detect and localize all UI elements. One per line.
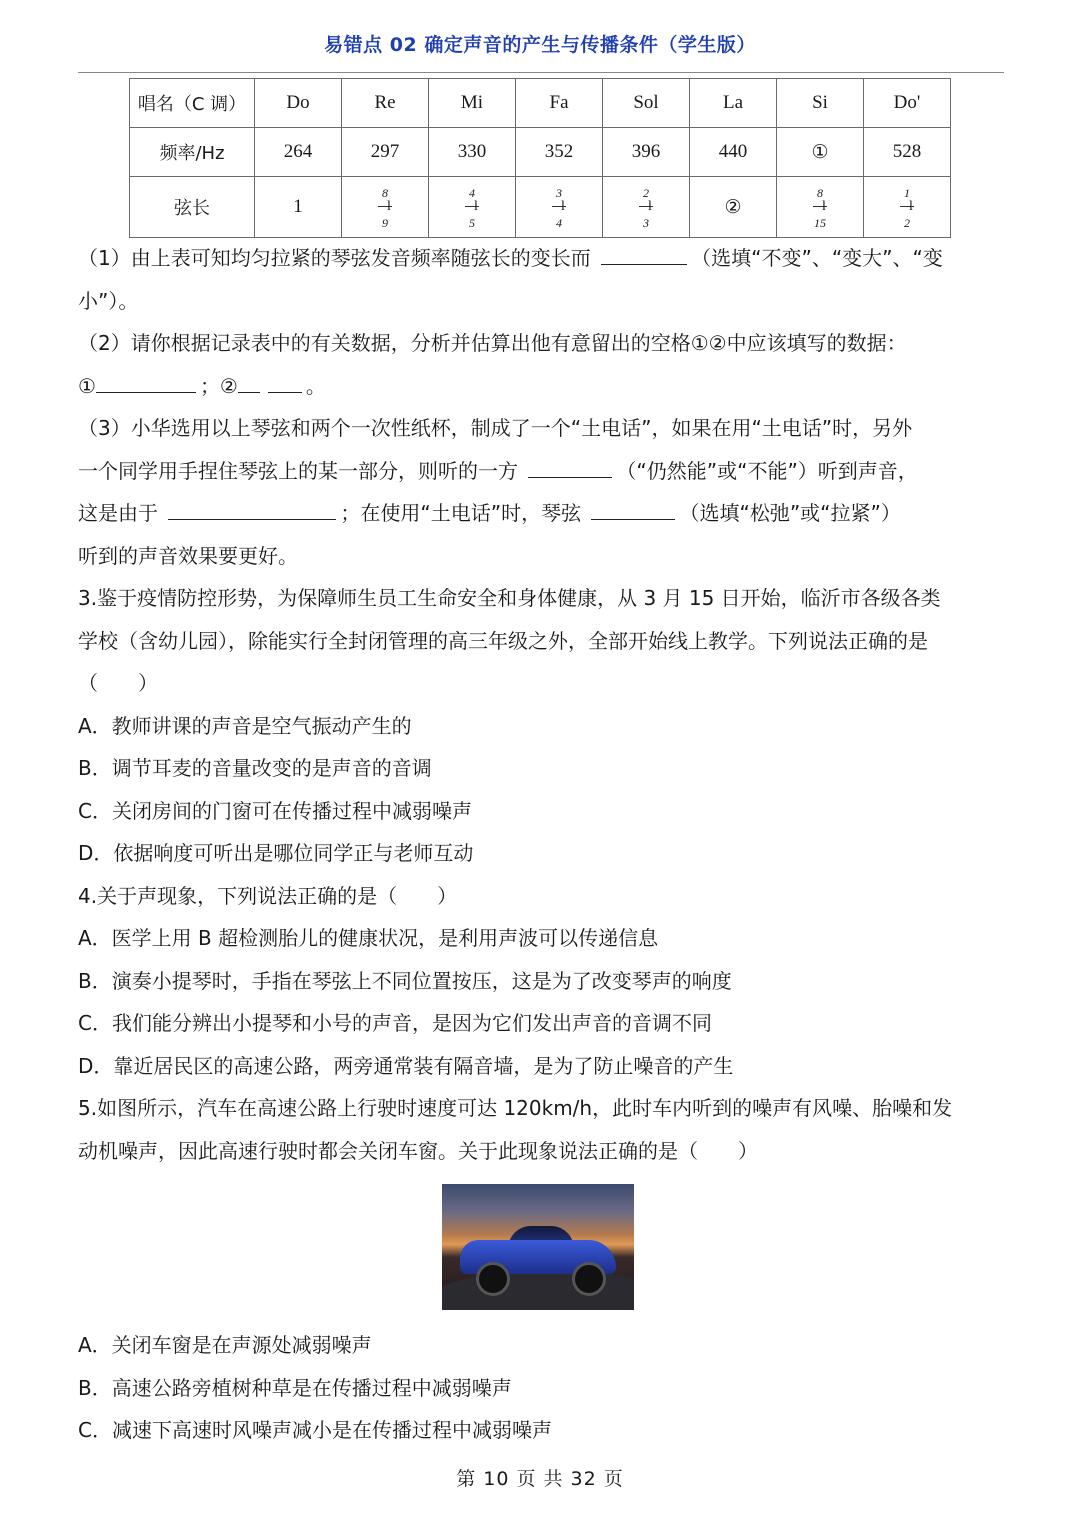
fraction: 3 l 4 bbox=[549, 181, 569, 233]
option-a: A．关闭车窗是在声源处减弱噪声 bbox=[78, 1333, 372, 1357]
table-cell: ② bbox=[690, 177, 777, 238]
subquestion-1: （1）由上表可知均匀拉紧的琴弦发音频率随弦长的变长而 （选填“不变”、“变大”、“变 bbox=[78, 237, 1006, 280]
table-cell: Si bbox=[777, 79, 864, 128]
sports-car-image bbox=[442, 1184, 634, 1310]
table-cell: 396 bbox=[603, 128, 690, 177]
answer-blank[interactable] bbox=[168, 497, 336, 520]
table-cell: La bbox=[690, 79, 777, 128]
table-cell bbox=[777, 177, 864, 238]
page-footer: 第 10 页 共 32 页 bbox=[456, 1468, 624, 1490]
question-3-stem: 3.鉴于疫情防控形势，为保障师生员工生命安全和身体健康，从 3 月 15 日开始，临沂市各级各类 bbox=[78, 586, 941, 610]
fraction: 8 l 9 bbox=[375, 181, 395, 233]
table-cell: 297 bbox=[342, 128, 429, 177]
row-header: 弦长 bbox=[130, 177, 255, 238]
answer-blank[interactable] bbox=[601, 242, 687, 265]
option-d: D．依据响度可听出是哪位同学正与老师互动 bbox=[78, 841, 474, 865]
table-cell: 1 bbox=[255, 177, 342, 238]
page-header-title: 易错点 02 确定声音的产生与传播条件（学生版） bbox=[324, 34, 756, 56]
question-5-stem: 5.如图所示，汽车在高速公路上行驶时速度可达 120km/h，此时车内听到的噪声有风噪、胎噪和发 bbox=[78, 1096, 953, 1120]
table-cell: 264 bbox=[255, 128, 342, 177]
table-cell: Fa bbox=[516, 79, 603, 128]
header-divider bbox=[78, 72, 1004, 73]
option-c: C．减速下高速时风噪声减小是在传播过程中减弱噪声 bbox=[78, 1418, 552, 1442]
table-cell: Sol bbox=[603, 79, 690, 128]
table-cell bbox=[342, 177, 429, 238]
frequency-table bbox=[129, 78, 951, 238]
question-3-stem-cont: 学校（含幼儿园），除能实行全封闭管理的高三年级之外，全部开始线上教学。下列说法正确的是 bbox=[78, 628, 928, 653]
table-row bbox=[130, 79, 951, 128]
table-cell: Mi bbox=[429, 79, 516, 128]
option-d: D．靠近居民区的高速公路，两旁通常装有隔音墙，是为了防止噪音的产生 bbox=[78, 1053, 734, 1078]
table-cell: 440 bbox=[690, 128, 777, 177]
option-a: A．教师讲课的声音是空气振动产生的 bbox=[78, 713, 412, 738]
subquestion-3: （3）小华选用以上琴弦和两个一次性纸杯，制成了一个“土电话”，如果在用“土电话”时，另外 bbox=[78, 416, 913, 440]
table-cell: 352 bbox=[516, 128, 603, 177]
option-c: C．关闭房间的门窗可在传播过程中减弱噪声 bbox=[78, 798, 472, 823]
option-b: B．高速公路旁植树种草是在传播过程中减弱噪声 bbox=[78, 1375, 512, 1400]
option-b: B．演奏小提琴时，手指在琴弦上不同位置按压，这是为了改变琴声的响度 bbox=[78, 968, 732, 993]
table-cell: 528 bbox=[864, 128, 951, 177]
subquestion-1-cont: 小”）。 bbox=[78, 288, 139, 313]
document-body bbox=[78, 237, 1006, 1452]
subquestion-2-blanks: ① ；② 。 bbox=[78, 365, 1006, 408]
question-5-stem-cont: 动机噪声，因此高速行驶时都会关闭车窗。关于此现象说法正确的是（ ） bbox=[78, 1138, 758, 1163]
answer-blank[interactable] bbox=[96, 370, 196, 393]
question-4-stem: 4.关于声现象，下列说法正确的是（ ） bbox=[78, 883, 458, 908]
table-cell: Re bbox=[342, 79, 429, 128]
row-header: 频率/Hz bbox=[130, 128, 255, 177]
answer-blank[interactable] bbox=[238, 370, 260, 393]
fraction: 8 l 15 bbox=[814, 186, 826, 230]
table-cell: Do bbox=[255, 79, 342, 128]
table-cell: 330 bbox=[429, 128, 516, 177]
table-cell: ① bbox=[777, 128, 864, 177]
table-cell bbox=[429, 177, 516, 238]
table-row bbox=[130, 128, 951, 177]
answer-blank[interactable] bbox=[528, 455, 612, 478]
table-cell bbox=[603, 177, 690, 238]
table-cell: Do' bbox=[864, 79, 951, 128]
subquestion-3-line2: 一个同学用手捏住琴弦上的某一部分，则听的一方 （“仍然能”或“不能”）听到声音， bbox=[78, 450, 1006, 493]
subquestion-3-line4: 听到的声音效果要更好。 bbox=[78, 543, 298, 568]
answer-blank[interactable] bbox=[591, 497, 675, 520]
table-cell bbox=[864, 177, 951, 238]
option-c: C．我们能分辨出小提琴和小号的声音，是因为它们发出声音的音调不同 bbox=[78, 1011, 712, 1035]
fraction: 1 l 2 bbox=[897, 181, 917, 233]
option-a: A．医学上用 B 超检测胎儿的健康状况，是利用声波可以传递信息 bbox=[78, 926, 659, 950]
fraction: 4 l 5 bbox=[462, 181, 482, 233]
answer-blank[interactable] bbox=[268, 370, 302, 393]
fraction: 2 l 3 bbox=[636, 181, 656, 233]
subquestion-3-line3: 这是由于 ；在使用“土电话”时，琴弦 （选填“松弛”或“拉紧”） bbox=[78, 492, 1006, 535]
table-row bbox=[130, 177, 951, 238]
row-header: 唱名（C 调） bbox=[130, 79, 255, 128]
question-3-paren: （ ） bbox=[78, 671, 158, 695]
option-b: B．调节耳麦的音量改变的是声音的音调 bbox=[78, 756, 432, 780]
subquestion-2: （2）请你根据记录表中的有关数据，分析并估算出他有意留出的空格①②中应该填写的数据： bbox=[78, 331, 907, 355]
table-cell bbox=[516, 177, 603, 238]
